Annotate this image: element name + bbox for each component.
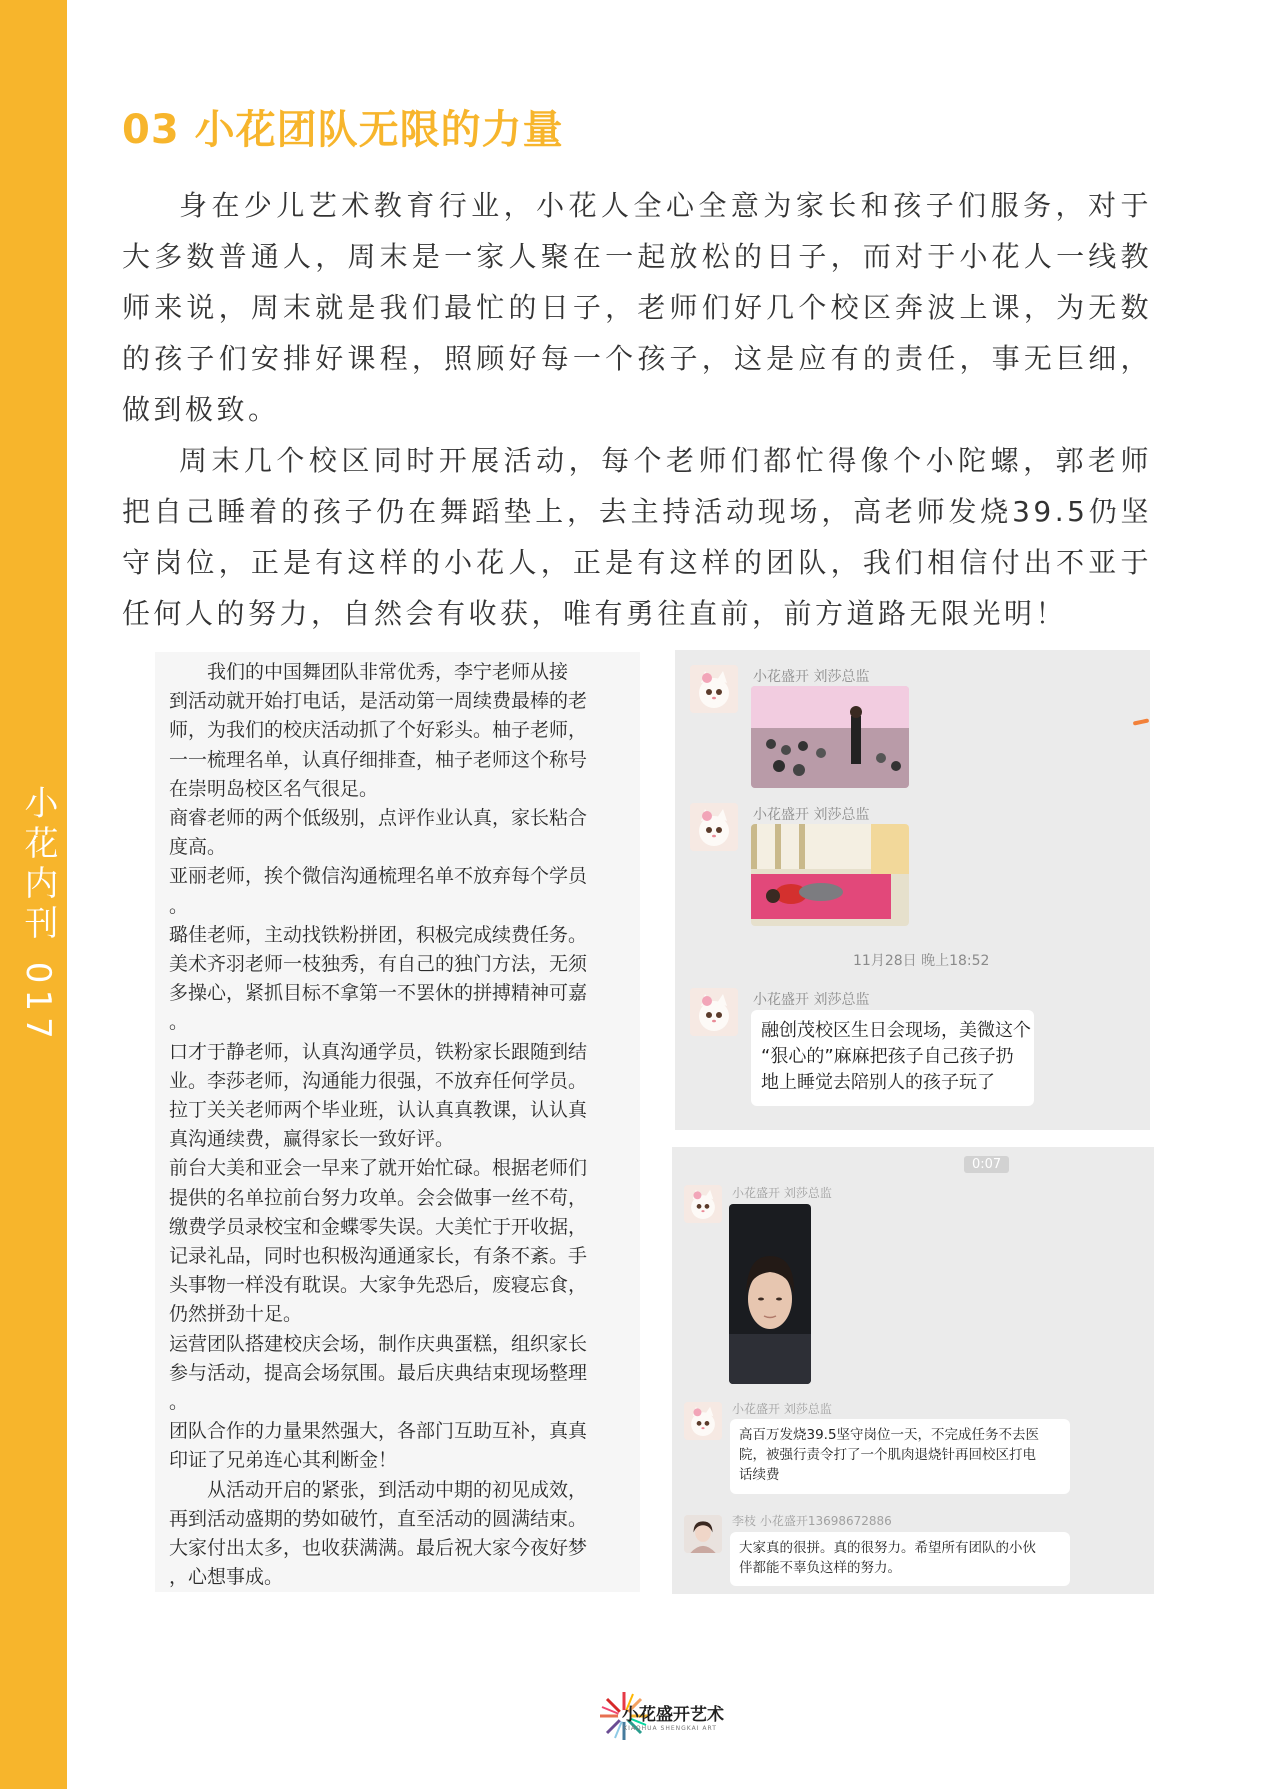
memo-line: 真沟通续费，赢得家长一致好评。 <box>169 1128 455 1151</box>
memo-line: 我们的中国舞团队非常优秀，李宁老师从接 <box>169 661 569 683</box>
chat-bubble <box>730 1419 1070 1494</box>
article-body <box>122 180 1152 639</box>
memo-line: 运营团队搭建校庆会场，制作庆典蛋糕，组织家长 <box>169 1332 588 1355</box>
memo-line: 记录礼品，同时也积极沟通通家长，有条不紊。手 <box>169 1245 588 1268</box>
memo-line: 印证了兄弟连心其利断金！ <box>169 1449 398 1472</box>
memo-line: 商睿老师的两个低级别，点评作业认真，家长粘合 <box>169 807 588 830</box>
bubble-line: 话续费 <box>739 1467 780 1483</box>
memo-line: 再到活动盛期的势如破竹，直至活动的圆满结束。 <box>169 1507 588 1530</box>
sender-name: 小花盛开 刘莎总监 <box>753 669 870 685</box>
woman-avatar-icon <box>684 1515 722 1553</box>
memo-line: 参与活动，提高会场氛围。最后庆典结束现场整理 <box>169 1361 588 1384</box>
cat-avatar-icon <box>690 988 738 1036</box>
memo-line: 美术齐羽老师一枝独秀，有自己的独门方法，无须 <box>169 953 588 976</box>
bubble-line: “狠心的”麻麻把孩子自己孩子扔 <box>761 1046 1014 1067</box>
memo-line: 亚丽老师，挨个微信沟通梳理名单不放弃每个学员 <box>169 865 588 888</box>
video-duration: 0:07 <box>964 1156 1009 1173</box>
memo-line: 一一梳理名单，认真仔细排查，柚子老师这个称号 <box>169 748 588 771</box>
memo-line: 拉丁关关老师两个毕业班，认认真真教课，认认真 <box>169 1099 588 1122</box>
chat-bubble <box>730 1532 1070 1586</box>
sender-name: 小花盛开 刘莎总监 <box>732 1402 832 1416</box>
cat-avatar-icon <box>684 1402 722 1440</box>
sidebar-band <box>0 0 67 1789</box>
memo-line: 璐佳老师，主动找铁粉拼团，积极完成续费任务。 <box>169 923 588 946</box>
logo-subtitle: XIAOHUA SHENGKAI ART <box>623 1725 717 1732</box>
chat-screenshot-2 <box>672 1147 1154 1594</box>
sender-name: 李枝 小花盛开13698672886 <box>732 1514 892 1528</box>
memo-line: 提供的名单拉前台努力攻单。会会做事一丝不苟， <box>169 1186 588 1209</box>
memo-line: 到活动就开始打电话，是活动第一周续费最棒的老 <box>169 690 588 713</box>
memo-line: ，心想事成。 <box>169 1566 284 1589</box>
memo-line: 业。李莎老师，沟通能力很强，不放弃任何学员。 <box>169 1069 588 1092</box>
memo-line: 口才于静老师，认真沟通学员，铁粉家长跟随到结 <box>169 1040 588 1063</box>
memo-text-photo <box>155 652 640 1592</box>
memo-line: 度高。 <box>169 836 227 859</box>
cat-avatar-icon <box>684 1185 722 1223</box>
memo-line: 。 <box>169 1391 189 1414</box>
sender-name: 小花盛开 刘莎总监 <box>753 992 870 1008</box>
sender-name: 小花盛开 刘莎总监 <box>732 1186 832 1200</box>
paragraph-1: 身在少儿艺术教育行业，小花人全心全意为家长和孩子们服务，对于大多数普通人，周末是一家人聚在一起放松的日子，而对于小花人一线教师来说，周末就是我们最忙的日子，老师们好几个校区奔波上课，为无数的孩子们安排好课程，照顾好每一个孩子，这是应有的责任，事无巨细，做到极致。 <box>122 189 1152 426</box>
memo-line: 团队合作的力量果然强大，各部门互助互补，真真 <box>169 1420 588 1443</box>
memo-line: 。 <box>169 1011 189 1034</box>
memo-line: 多操心，紧抓目标不拿第一不罢休的拼搏精神可嘉 <box>169 982 588 1005</box>
sender-name: 小花盛开 刘莎总监 <box>753 807 870 823</box>
video-call-photo[interactable] <box>729 1204 811 1384</box>
memo-line: 大家付出太多，也收获满满。最后祝大家今夜好梦 <box>169 1537 588 1560</box>
memo-line: 从活动开启的紧张，到活动中期的初见成效， <box>169 1478 588 1501</box>
memo-line: 头事物一样没有耽误。大家争先恐后，废寝忘食， <box>169 1274 588 1297</box>
sleeping-child-photo <box>751 824 909 926</box>
cat-avatar-icon <box>690 665 738 713</box>
paragraph-2: 周末几个校区同时开展活动，每个老师们都忙得像个小陀螺，郭老师把自己睡着的孩子仍在舞蹈垫上，去主持活动现场，高老师发烧39.5仍坚守岗位，正是有这样的小花人，正是有这样的团队，我们相信付出不亚于任何人的努力，自然会有收获，唯有勇往直前，前方道路无限光明！ <box>122 444 1152 630</box>
bubble-line: 院，被强行责令打了一个肌肉退烧针再回校区打电 <box>739 1447 1036 1463</box>
memo-line: 仍然拼劲十足。 <box>169 1303 303 1326</box>
bubble-line: 伴都能不辜负这样的努力。 <box>739 1560 901 1576</box>
chat-bubble <box>751 1010 1034 1106</box>
bubble-line: 大家真的很拼。真的很努力。希望所有团队的小伙 <box>739 1540 1036 1556</box>
logo-name: 小花盛开艺术 <box>622 1705 724 1725</box>
message-timestamp: 11月28日 晚上18:52 <box>853 953 990 969</box>
memo-line: 缴费学员录校宝和金蝶零失误。大美忙于开收据， <box>169 1215 588 1238</box>
bubble-line: 地上睡觉去陪别人的孩子玩了 <box>761 1072 995 1093</box>
section-title: 03 小花团队无限的力量 <box>122 107 564 153</box>
bubble-line: 高百万发烧39.5坚守岗位一天，不完成任务不去医 <box>739 1427 1040 1443</box>
bubble-line: 融创茂校区生日会现场，美微这个 <box>761 1020 1031 1041</box>
sidebar-label: 小花内刊 017 <box>18 785 58 1045</box>
memo-line: 在崇明岛校区名气很足。 <box>169 777 379 800</box>
memo-line: 前台大美和亚会一早来了就开始忙碌。根据老师们 <box>169 1157 588 1180</box>
cat-avatar-icon <box>690 803 738 851</box>
memo-line: 。 <box>169 894 189 917</box>
memo-line: 师，为我们的校庆活动抓了个好彩头。柚子老师， <box>169 719 588 742</box>
chat-screenshot-1 <box>675 650 1150 1130</box>
dance-class-photo <box>751 686 909 788</box>
